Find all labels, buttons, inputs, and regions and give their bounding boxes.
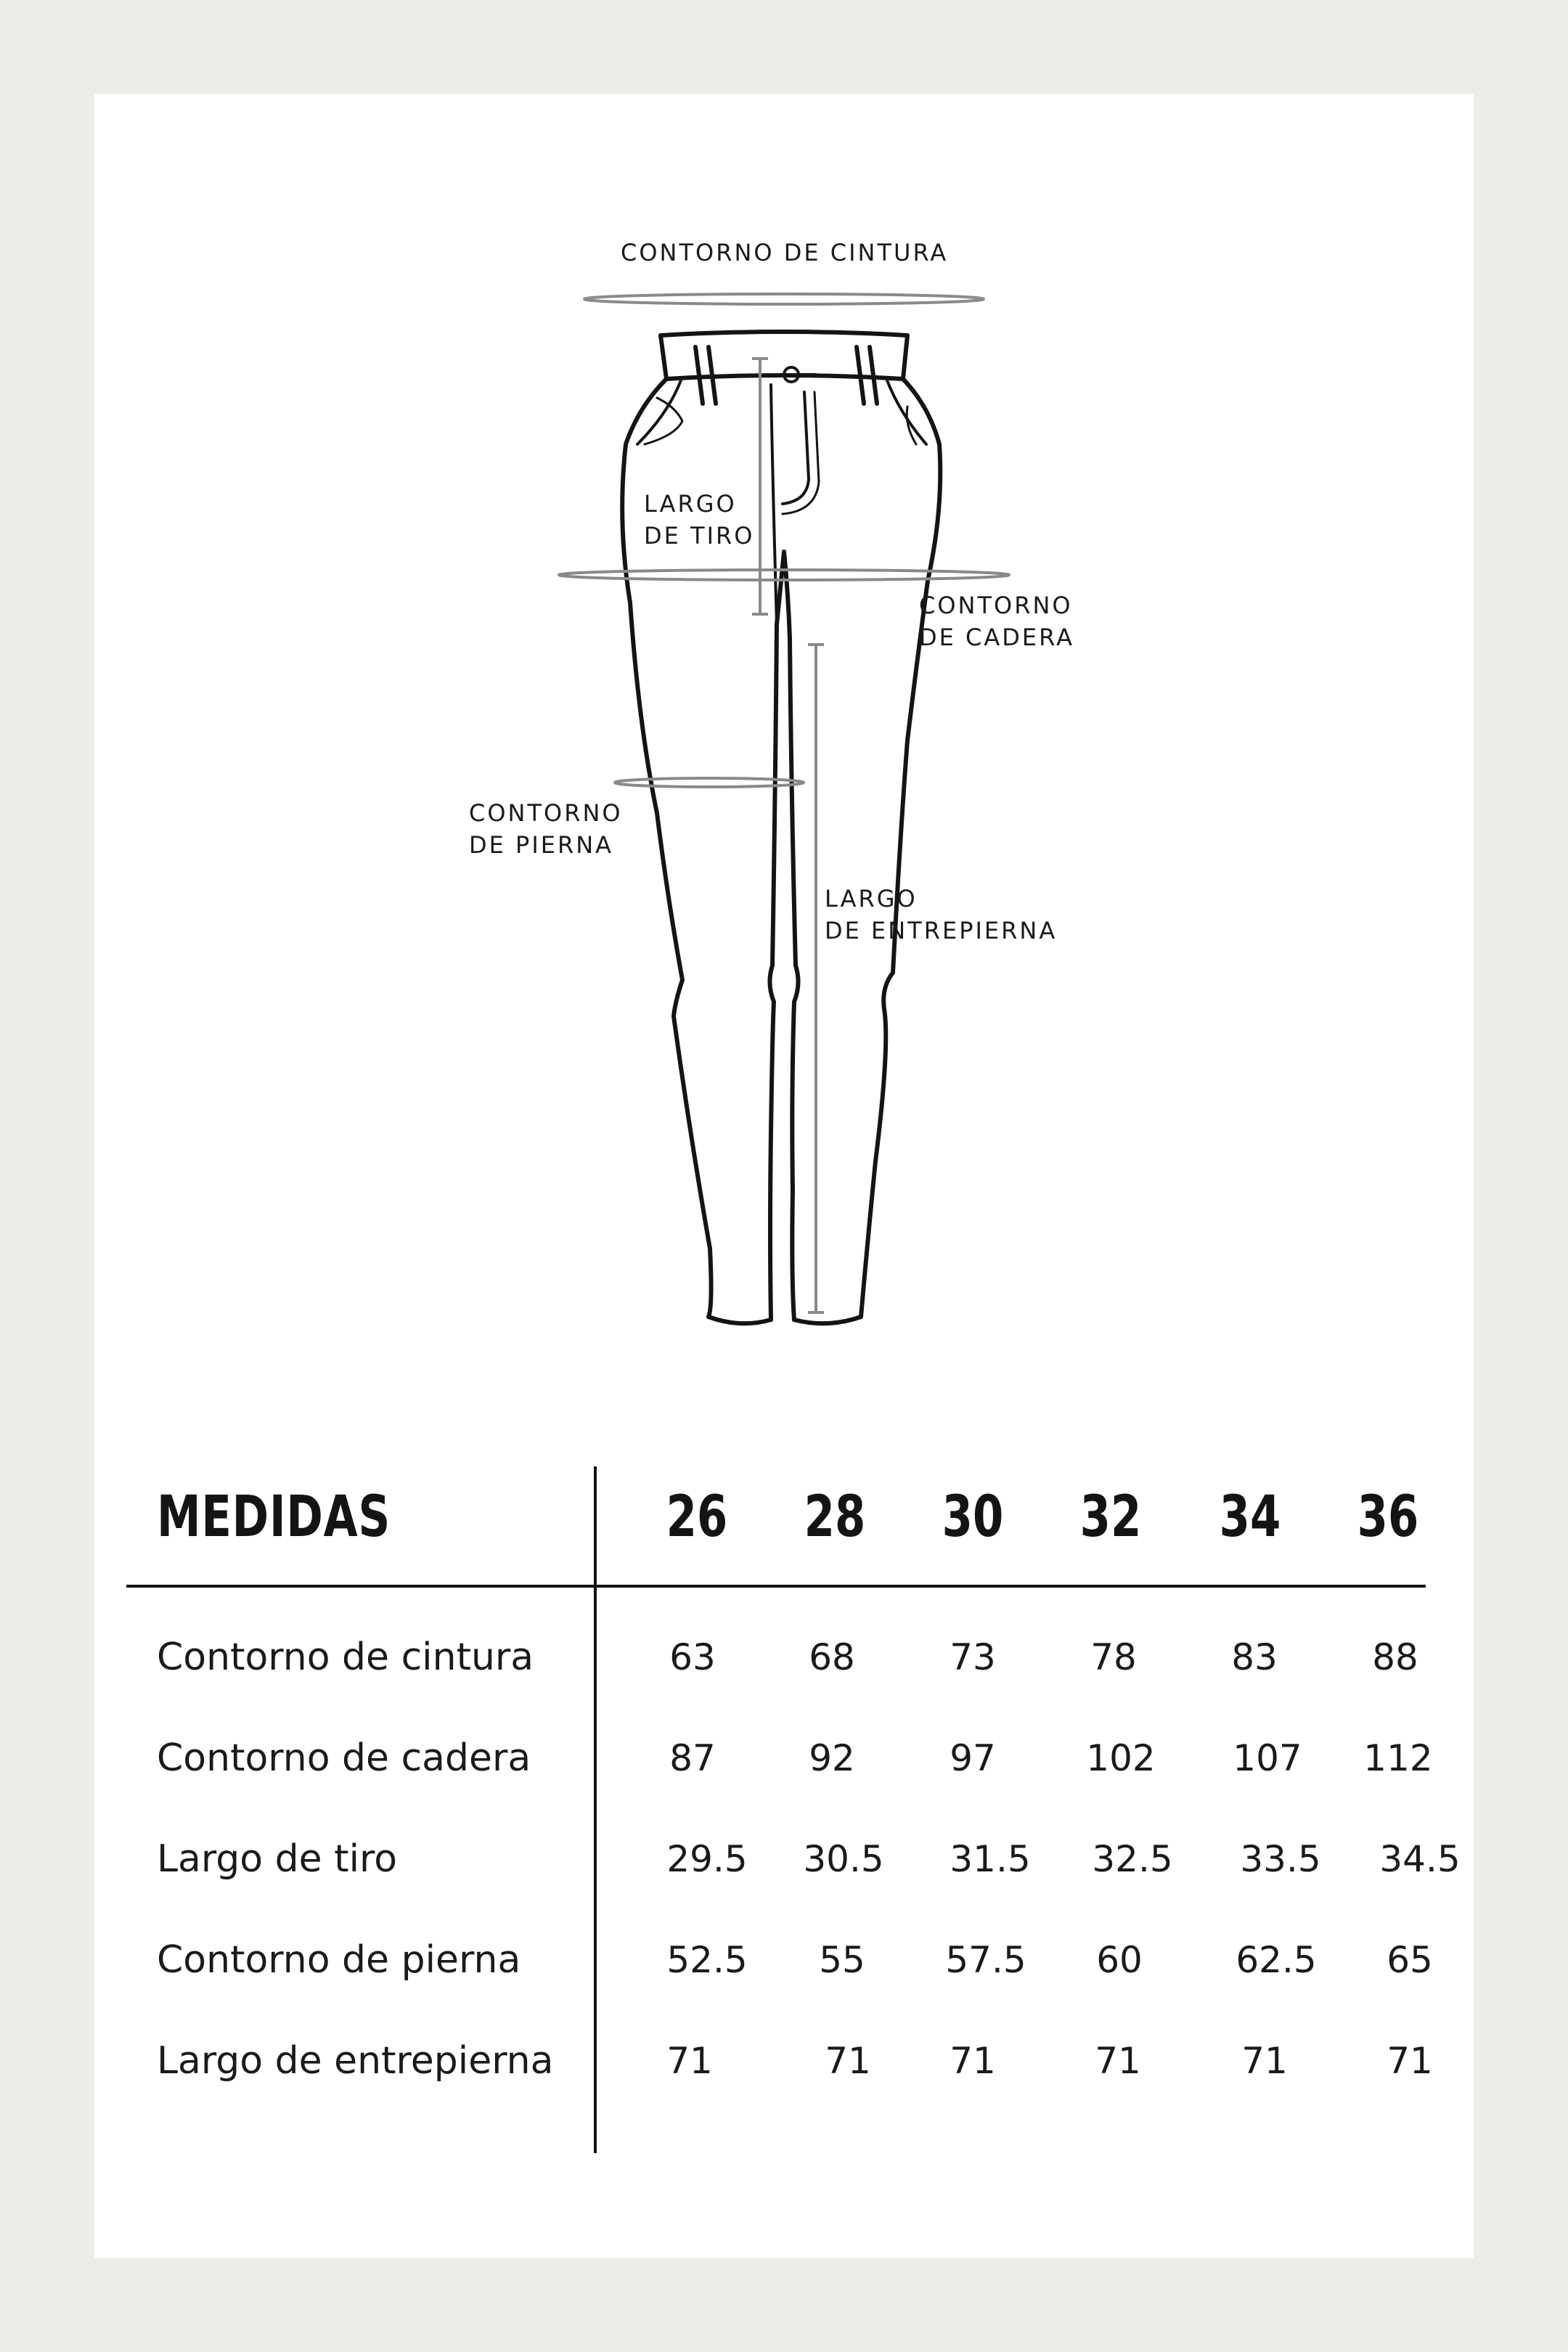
table-cell: 107 xyxy=(1233,1737,1302,1779)
table-cell: 87 xyxy=(669,1737,716,1779)
table-cell: 71 xyxy=(1241,2040,1288,2082)
table-cell: 112 xyxy=(1363,1737,1433,1779)
table-row-label: Contorno de cadera xyxy=(157,1736,531,1780)
table-title: MEDIDAS xyxy=(157,1485,391,1550)
table-cell: 68 xyxy=(809,1636,855,1678)
table-cell: 30.5 xyxy=(803,1838,884,1880)
table-row-label: Largo de entrepierna xyxy=(157,2039,554,2083)
leg-label: CONTORNO DE PIERNA xyxy=(469,799,623,859)
table-cell: 71 xyxy=(666,2040,713,2082)
table-cell: 71 xyxy=(1095,2040,1141,2082)
header-divider xyxy=(126,1585,1426,1588)
table-cell: 97 xyxy=(950,1737,996,1779)
table-cell: 29.5 xyxy=(666,1838,748,1880)
size-header: 28 xyxy=(804,1485,866,1550)
table-cell: 32.5 xyxy=(1092,1838,1173,1880)
table-row-label: Contorno de pierna xyxy=(157,1938,521,1982)
table-cell: 57.5 xyxy=(945,1939,1026,1981)
table-cell: 55 xyxy=(819,1939,865,1981)
table-cell: 71 xyxy=(950,2040,996,2082)
size-header: 32 xyxy=(1079,1485,1142,1550)
table-cell: 73 xyxy=(950,1636,996,1678)
table-cell: 71 xyxy=(825,2040,871,2082)
size-header: 34 xyxy=(1219,1485,1281,1550)
column-divider xyxy=(594,1466,597,2153)
hip-label: CONTORNO DE CADERA xyxy=(919,592,1074,651)
size-header: 26 xyxy=(666,1485,728,1550)
waist-label: CONTORNO DE CINTURA xyxy=(621,239,949,266)
size-header: 36 xyxy=(1357,1485,1419,1550)
table-cell: 78 xyxy=(1090,1636,1137,1678)
table-cell: 52.5 xyxy=(666,1939,748,1981)
table-cell: 31.5 xyxy=(950,1838,1031,1880)
table-row-label: Contorno de cintura xyxy=(157,1636,534,1679)
table-cell: 33.5 xyxy=(1240,1838,1321,1880)
table-cell: 65 xyxy=(1387,1939,1433,1981)
inseam-label: LARGO DE ENTREPIERNA xyxy=(825,885,1058,944)
table-cell: 34.5 xyxy=(1379,1838,1461,1880)
table-cell: 102 xyxy=(1086,1737,1156,1779)
table-cell: 88 xyxy=(1372,1636,1418,1678)
table-cell: 60 xyxy=(1096,1939,1143,1981)
rise-label: LARGO DE TIRO xyxy=(644,490,755,550)
table-cell: 71 xyxy=(1387,2040,1433,2082)
table-cell: 63 xyxy=(669,1636,716,1678)
table-row-label: Largo de tiro xyxy=(157,1837,398,1881)
table-cell: 92 xyxy=(809,1737,855,1779)
table-cell: 83 xyxy=(1231,1636,1278,1678)
size-header: 30 xyxy=(942,1485,1004,1550)
table-cell: 62.5 xyxy=(1236,1939,1317,1981)
